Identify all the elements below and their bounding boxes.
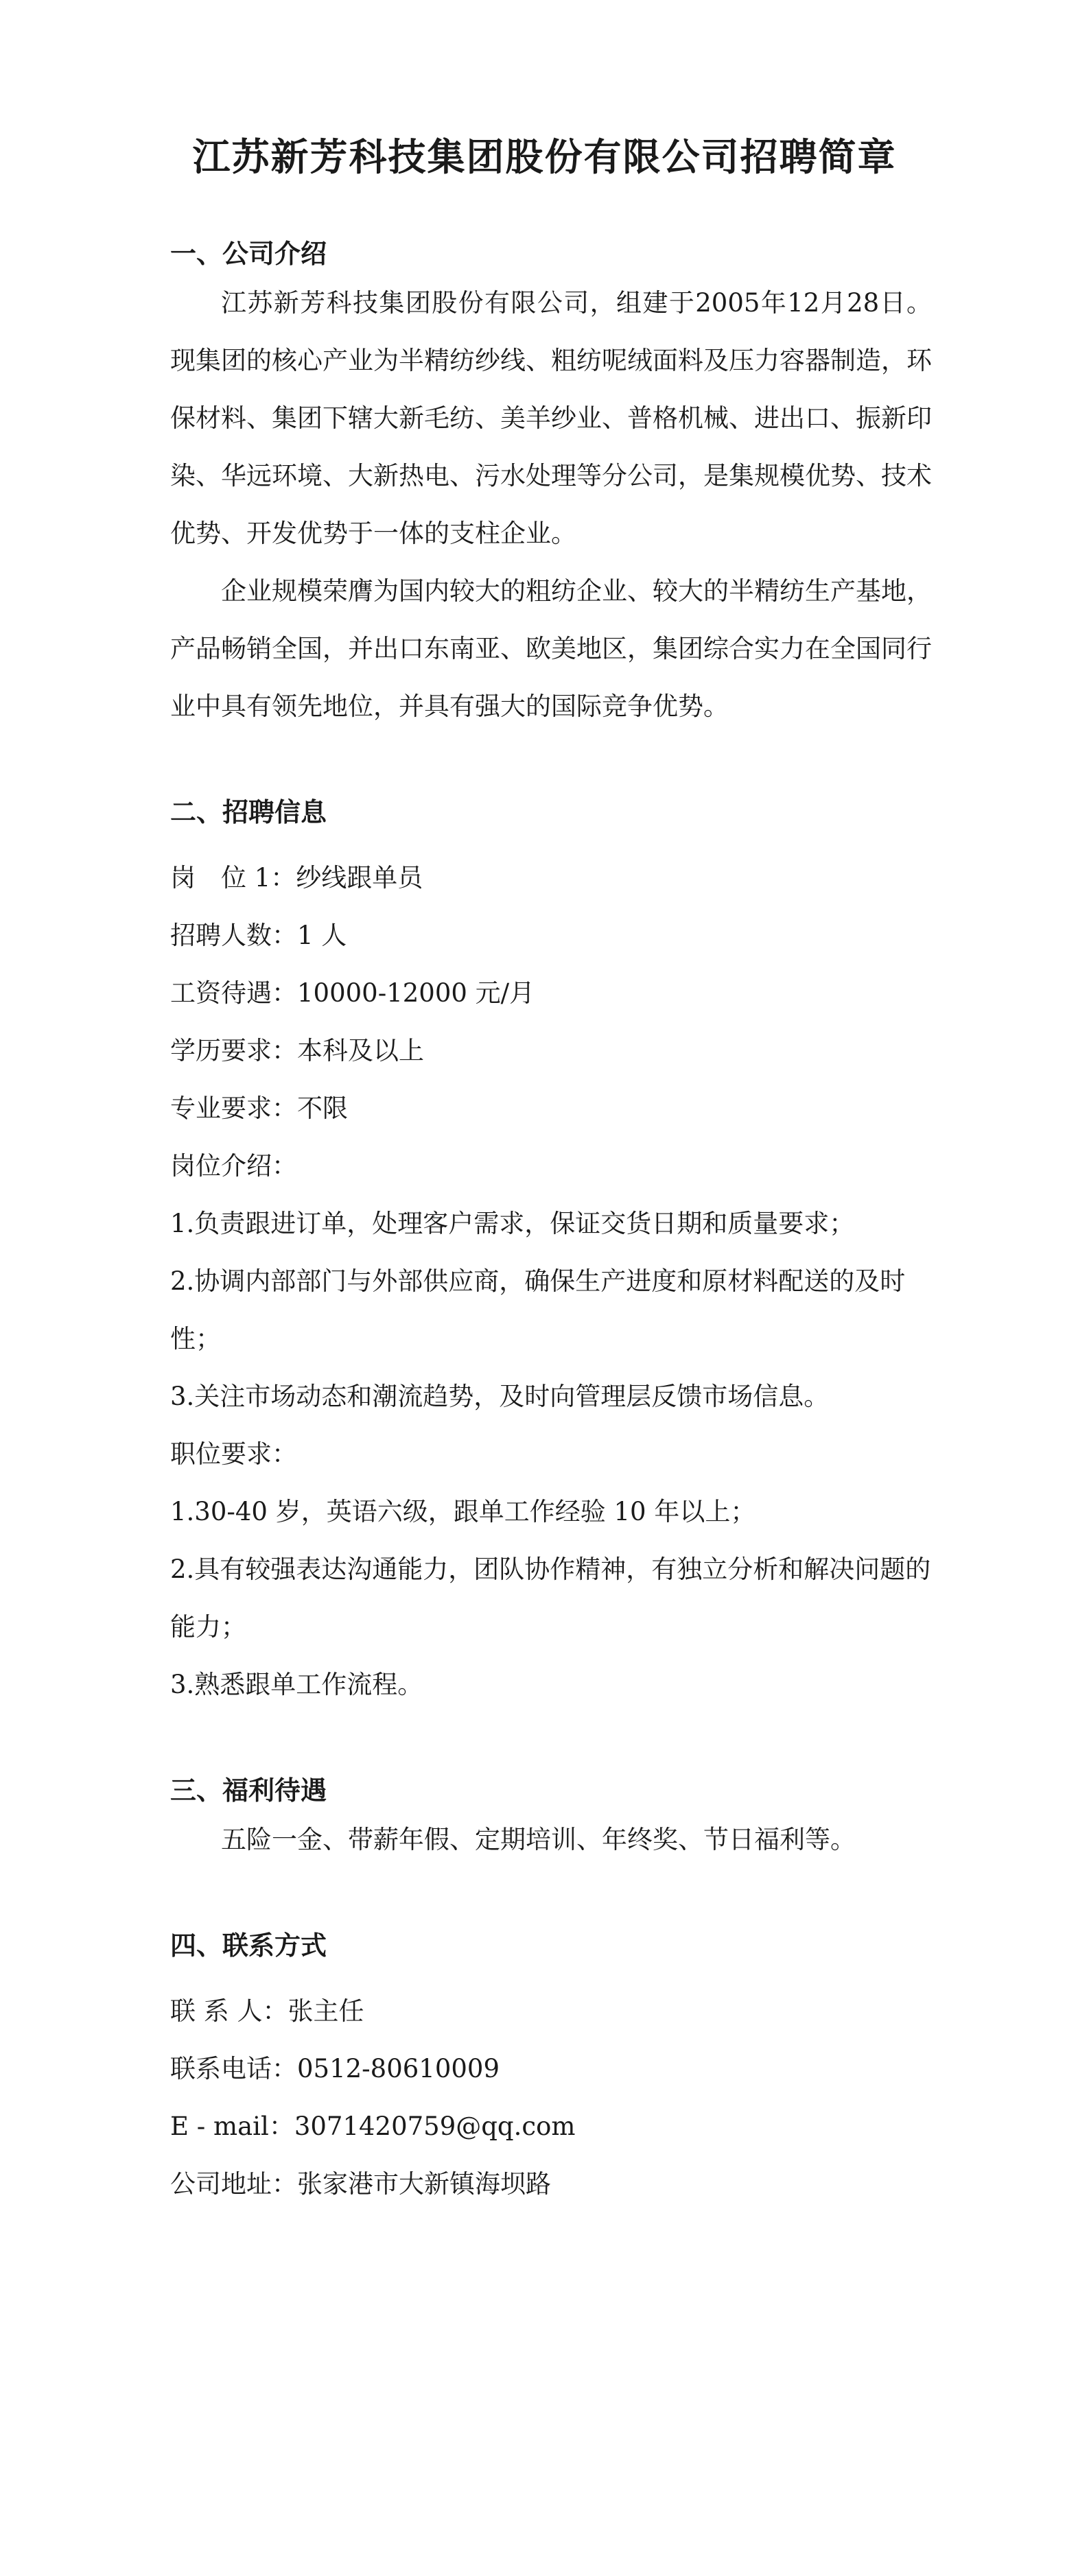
spacer [170,1869,932,1925]
contact-person: 联 系 人：张主任 [170,1996,364,2026]
job-education: 学历要求：本科及以上 [170,1036,424,1065]
section-heading: 四、联系方式 [170,1930,327,1961]
job-requirement-item: 2.具有较强表达沟通能力，团队协作精神，有独立分析和解决问题的能力； [170,1555,931,1642]
contact-address: 公司地址：张家港市大新镇海坝路 [170,2169,551,2199]
job-requirement-item: 1.30-40 岁，英语六级，跟单工作经验 10 年以上； [170,1497,756,1526]
job-position: 岗 位 1：纱线跟单员 [170,863,423,893]
document-title: 江苏新芳科技集团股份有限公司招聘简章 [192,135,897,179]
job-salary: 工资待遇：10000-12000 元/月 [170,978,535,1008]
company-paragraph-2: 企业规模荣膺为国内较大的粗纺企业、较大的半精纺生产基地，产品畅销全国，并出口东南亚、欧美地区，集团综合实力在全国同行业中具有领先地位，并具有强大的国际竞争优势。 [170,576,932,721]
spacer [170,1714,932,1770]
section-contact [170,1925,932,2213]
job-major: 专业要求：不限 [170,1094,348,1123]
job-intro-label: 岗位介绍： [170,1151,297,1181]
section-benefits [170,1770,932,1869]
contact-phone: 联系电话：0512-80610009 [170,2054,500,2083]
job-requirements-label: 职位要求： [170,1439,297,1469]
job-intro-item: 3.关注市场动态和潮流趋势，及时向管理层反馈市场信息。 [170,1382,830,1411]
section-heading: 二、招聘信息 [170,797,327,827]
company-paragraph-1: 江苏新芳科技集团股份有限公司，组建于2005年12月28日。现集团的核心产业为半精纺纱线、粗纺呢绒面料及压力容器制造，环保材料、集团下辖大新毛纺、美羊纱业、普格机械、进出口、振新印染、华远环境、大新热电、污水处理等分公司，是集规模优势、技术优势、开发优势于一体的支柱企业。 [170,288,932,548]
job-headcount: 招聘人数：1 人 [170,921,347,950]
job-requirement-item: 3.熟悉跟单工作流程。 [170,1670,423,1699]
section-recruitment-info [170,792,932,1714]
spacer [170,833,932,849]
section-heading: 一、公司介绍 [170,239,327,269]
spacer [170,1966,932,1983]
job-intro-item: 1.负责跟进订单，处理客户需求，保证交货日期和质量要求； [170,1209,855,1238]
section-company-intro [170,233,932,735]
job-intro-item: 2.协调内部部门与外部供应商，确保生产进度和原材料配送的及时性； [170,1266,906,1354]
section-heading: 三、福利待遇 [170,1775,327,1806]
document-body [170,233,932,2213]
benefits-text: 五险一金、带薪年假、定期培训、年终奖、节日福利等。 [221,1825,856,1854]
spacer [170,735,932,792]
contact-email: E - mail：3071420759@qq.com [170,2112,576,2141]
